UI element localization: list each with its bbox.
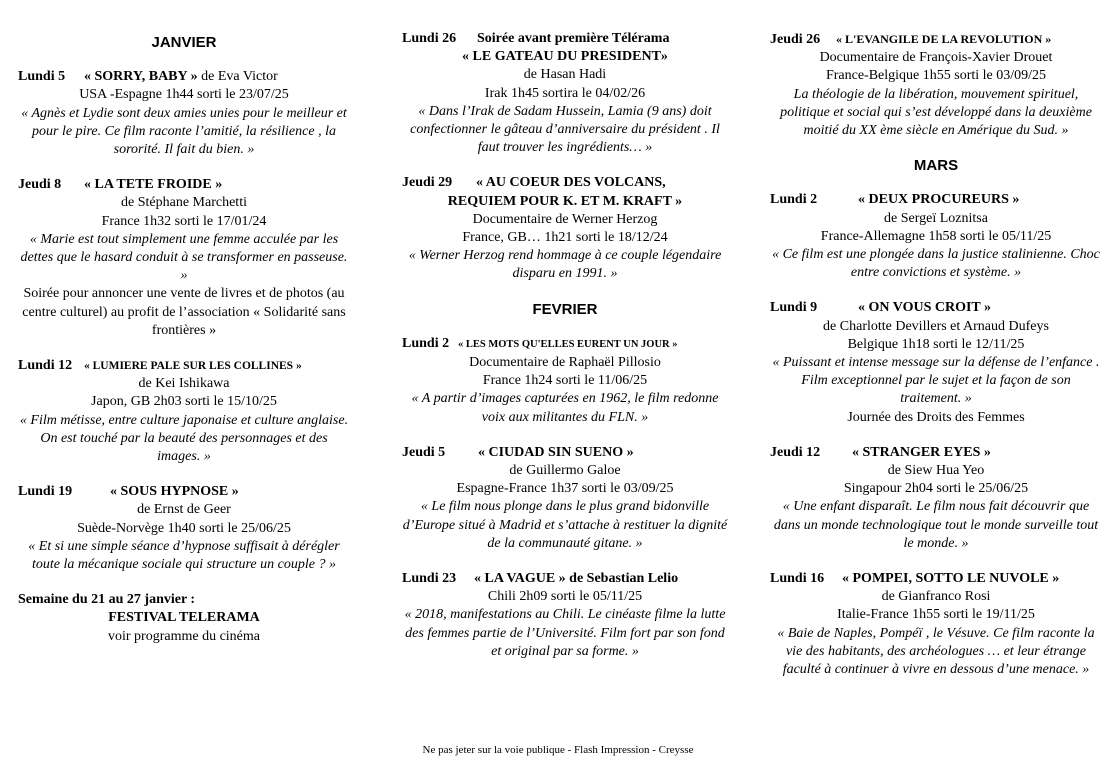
entry-day: Jeudi 8 bbox=[18, 177, 62, 193]
film-title: « ON VOUS CROIT » bbox=[858, 300, 992, 316]
film-entry bbox=[402, 30, 728, 157]
film-quote: « Puissant et intense message sur la défense de l’enfance . Film exceptionnel par le sujet et la façon de son traitement. » bbox=[772, 355, 1100, 407]
event-dates: Semaine du 21 au 27 janvier : bbox=[18, 592, 196, 608]
film-info: France-Allemagne 1h58 sorti le 05/11/25 bbox=[820, 228, 1052, 244]
film-entry bbox=[770, 30, 1102, 140]
film-director: Documentaire de François-Xavier Drouet bbox=[819, 50, 1053, 66]
film-info: France 1h32 sorti le 17/01/24 bbox=[101, 213, 267, 229]
film-quote: « Film métisse, entre culture japonaise et culture anglaise. On est touché par la beauté des personnages et des images. » bbox=[19, 412, 349, 465]
film-quote: « Dans l’Irak de Sadam Hussein, Lamia (9 ans) doit confectionner le gâteau d’anniversaire du président . Il faut trouver les ingrédients… » bbox=[410, 103, 720, 156]
film-quote: « Une enfant disparaît. Le film nous fait découvrir que dans un monde technologique tout le monde surveille tout le monde. » bbox=[773, 499, 1099, 551]
film-info: Japon, GB 2h03 sorti le 15/10/25 bbox=[91, 394, 277, 410]
film-entry bbox=[18, 483, 350, 574]
film-info: Irak 1h45 sortira le 04/02/26 bbox=[484, 85, 646, 101]
film-info: USA -Espagne 1h44 sorti le 23/07/25 bbox=[79, 87, 289, 103]
film-entry bbox=[770, 570, 1102, 679]
film-entry bbox=[18, 357, 350, 466]
film-title: « LA TETE FROIDE » bbox=[84, 177, 223, 193]
film-title: « LE GATEAU DU PRESIDENT» bbox=[462, 49, 668, 65]
film-entry bbox=[770, 299, 1102, 426]
film-director: de Sergeï Loznitsa bbox=[884, 210, 988, 226]
event-note: Soirée pour annoncer une vente de livres et de photos (au centre culturel) au profit de l’association « Solidarité sans frontières » bbox=[22, 286, 346, 338]
film-director: de Ernst de Geer bbox=[137, 502, 231, 518]
film-info: Suède-Norvège 1h40 sorti le 25/06/25 bbox=[77, 520, 291, 536]
film-entry bbox=[770, 444, 1102, 553]
film-title: « LA VAGUE » de Sebastian Lelio bbox=[474, 571, 679, 587]
film-entry bbox=[402, 335, 728, 427]
film-entry bbox=[402, 174, 728, 283]
entry-day: Lundi 5 bbox=[18, 69, 66, 85]
film-director: de Hasan Hadi bbox=[523, 67, 607, 83]
column-janvier-fevrier bbox=[402, 30, 728, 678]
entry-day: Lundi 2 bbox=[402, 335, 450, 351]
footer-note: Ne pas jeter sur la voie publique - Flash Impression - Creysse bbox=[422, 744, 694, 756]
film-director: de Charlotte Devillers et Arnaud Dufeys bbox=[823, 318, 1049, 334]
event-title: Soirée avant première Télérama bbox=[477, 31, 670, 46]
event-note: Journée des Droits des Femmes bbox=[847, 409, 1025, 425]
film-entry bbox=[18, 68, 350, 159]
film-director: de Kei Ishikawa bbox=[138, 376, 230, 392]
event-title: FESTIVAL TELERAMA bbox=[108, 610, 260, 626]
film-quote: « Agnès et Lydie sont deux amies unies pour le meilleur et pour le pire. Ce film raconte l’amitié, la résilience , la sororité. Il fait du bien. » bbox=[21, 105, 347, 158]
film-entry bbox=[770, 191, 1102, 282]
film-quote: « Werner Herzog rend hommage à ce couple légendaire disparu en 1991. » bbox=[408, 248, 722, 282]
column-janvier bbox=[18, 30, 350, 663]
film-director: de Siew Hua Yeo bbox=[887, 463, 985, 479]
entry-day: Jeudi 26 bbox=[770, 32, 821, 47]
film-director: Documentaire de Werner Herzog bbox=[472, 211, 658, 227]
film-director: Documentaire de Raphaël Pillosio bbox=[469, 355, 661, 371]
entry-day: Jeudi 12 bbox=[770, 444, 821, 460]
entry-day: Lundi 26 bbox=[402, 31, 457, 46]
film-title: « SOUS HYPNOSE » bbox=[110, 484, 239, 500]
film-title-continued: REQUIEM POUR K. ET M. KRAFT » bbox=[447, 193, 683, 209]
entry-day: Lundi 9 bbox=[770, 300, 818, 316]
entry-day: Jeudi 5 bbox=[402, 444, 446, 460]
film-entry bbox=[402, 444, 728, 553]
film-info: Espagne-France 1h37 sorti le 03/09/25 bbox=[456, 481, 674, 497]
film-title: « AU COEUR DES VOLCANS, bbox=[476, 175, 666, 191]
film-info: Chili 2h09 sorti le 05/11/25 bbox=[487, 589, 643, 605]
film-info: France 1h24 sorti le 11/06/25 bbox=[482, 373, 648, 389]
entry-day: Lundi 16 bbox=[770, 571, 825, 587]
film-title: « L'EVANGILE DE LA REVOLUTION » bbox=[836, 32, 1052, 46]
film-quote: « Marie est tout simplement une femme acculée par les dettes que le hasard conduit à se transformer en passeuse. » bbox=[20, 231, 348, 284]
film-director: de Stéphane Marchetti bbox=[121, 195, 247, 211]
entry-day: Jeudi 29 bbox=[402, 175, 453, 191]
film-title: « DEUX PROCUREURS » bbox=[858, 192, 1020, 208]
film-director: de Eva Victor bbox=[197, 69, 278, 85]
film-title: « SORRY, BABY » bbox=[84, 69, 198, 85]
film-info: France-Belgique 1h55 sorti le 03/09/25 bbox=[825, 68, 1047, 84]
film-quote: La théologie de la libération, mouvement spirituel, politique et social qui s’est développé dans la deuxième moitié du XX ème siècle en Amérique du Sud. » bbox=[780, 86, 1092, 139]
film-director: de Gianfranco Rosi bbox=[881, 589, 991, 605]
film-quote: « Ce film est une plongée dans la justice stalinienne. Choc entre convictions et système. » bbox=[772, 247, 1100, 281]
film-director: de Guillermo Galoe bbox=[509, 463, 621, 479]
festival-event bbox=[18, 591, 350, 646]
entry-day: Lundi 12 bbox=[18, 358, 73, 374]
column-janvier-mars bbox=[770, 30, 1102, 696]
film-title: « LUMIERE PALE SUR LES COLLINES » bbox=[84, 360, 302, 373]
entry-day: Lundi 19 bbox=[18, 484, 73, 500]
film-info: Italie-France 1h55 sorti le 19/11/25 bbox=[837, 607, 1035, 623]
film-info: Belgique 1h18 sorti le 12/11/25 bbox=[847, 336, 1025, 352]
film-entry bbox=[18, 176, 350, 340]
film-quote: « Baie de Naples, Pompéï , le Vésuve. Ce film raconte la vie des habitants, des archéologues … et leur étrange faculté à continuer à vivre en dessous d’une menace. » bbox=[777, 625, 1095, 678]
film-quote: « 2018, manifestations au Chili. Le cinéaste filme la lutte des femmes partie de l’Université. Film fort par son fond et original par sa forme. » bbox=[404, 607, 726, 659]
month-heading: JANVIER bbox=[151, 34, 217, 51]
event-subtitle: voir programme du cinéma bbox=[107, 628, 260, 644]
entry-day: Lundi 2 bbox=[770, 192, 818, 208]
film-info: France, GB… 1h21 sorti le 18/12/24 bbox=[462, 230, 668, 246]
month-heading: FEVRIER bbox=[532, 300, 598, 318]
film-title: « LES MOTS QU'ELLES EURENT UN JOUR » bbox=[458, 338, 678, 350]
film-quote: « Le film nous plonge dans le plus grand bidonville d’Europe situé à Madrid et s’attache à restituer la dignité de la communauté gitane. » bbox=[402, 499, 728, 551]
film-info: Singapour 2h04 sorti le 25/06/25 bbox=[843, 481, 1029, 497]
entry-day: Lundi 23 bbox=[402, 571, 457, 587]
film-entry bbox=[402, 570, 728, 661]
film-title: « STRANGER EYES » bbox=[852, 444, 991, 460]
month-heading: MARS bbox=[913, 157, 959, 175]
film-title: « CIUDAD SIN SUENO » bbox=[478, 444, 634, 460]
film-title: « POMPEI, SOTTO LE NUVOLE » bbox=[842, 571, 1060, 587]
film-quote: « Et si une simple séance d’hypnose suffisait à dérégler toute la mécanique sociale qui structure un couple ? » bbox=[28, 538, 340, 573]
film-quote: « A partir d’images capturées en 1962, le film redonne voix aux militantes du FLN. » bbox=[411, 391, 719, 425]
